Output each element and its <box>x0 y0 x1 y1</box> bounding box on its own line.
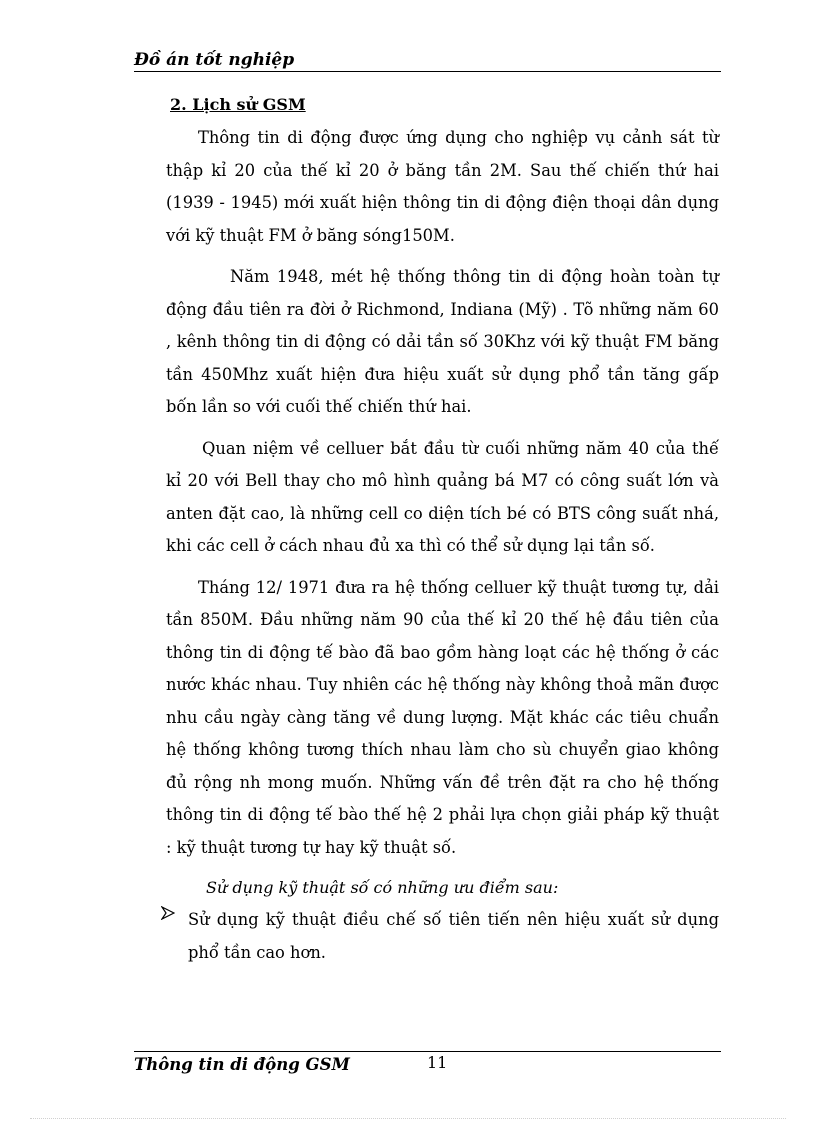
advantages-intro: Sử dụng kỹ thuật số có những ưu điểm sau: <box>206 878 559 897</box>
page-edge-dots <box>30 1118 786 1119</box>
section-heading: 2. Lịch sử GSM <box>170 95 306 114</box>
paragraph-1: Thông tin di động được ứng dụng cho nghiệp vụ cảnh sát từ thập kỉ 20 của thế kỉ 20 ở băng tần 2M. Sau thế chiến thứ hai (1939 - 1945) mới xuất hiện thông tin di động điện thoại dân dụng với kỹ thuật FM ở băng sóng150M. <box>166 128 719 245</box>
advantage-item-1: Sử dụng kỹ thuật điều chế số tiên tiến nên hiệu xuất sử dụng phổ tần cao hơn. <box>188 910 719 962</box>
paragraph-2: Năm 1948, mét hệ thống thông tin di động hoàn toàn tự động đầu tiên ra đời ở Richmond, Indiana (Mỹ) . Tõ những năm 60 , kênh thông tin di động có dải tần số 30Khz với kỹ thuật FM băng tần 450Mhz xuất hiện đưa hiệu xuất sử dụng phổ tần tăng gấp bốn lần so với cuối thế chiến thứ hai. <box>166 267 719 416</box>
header-divider <box>134 71 721 72</box>
paragraph-3: Quan niệm về celluer bắt đầu từ cuối những năm 40 của thế kỉ 20 với Bell thay cho mô hình quảng bá M7 có công suất lớn và anten đặt cao, là những cell co diện tích bé có BTS công suất nhá, khi các cell ở cách nhau đủ xa thì có thể sử dụng lại tần số. <box>166 438 719 555</box>
footer-divider <box>134 1051 721 1052</box>
header-title: Đồ án tốt nghiệp <box>134 50 295 70</box>
list-item <box>166 904 719 969</box>
page-number: 11 <box>427 1053 448 1072</box>
arrowhead-bullet-icon <box>161 906 177 924</box>
page-content <box>166 92 719 969</box>
paragraph-4: Tháng 12/ 1971 đưa ra hệ thống celluer kỹ thuật tương tự, dải tần 850M. Đầu những năm 90 của thế kỉ 20 thế hệ đầu tiên của thông tin di động tế bào đã bao gồm hàng loạt các hệ thống ở các nước khác nhau. Tuy nhiên các hệ thống này không thoả mãn được nhu cầu ngày càng tăng về dung lượng. Mặt khác các tiêu chuẩn hệ thống không tương thích nhau làm cho sù chuyển giao không đủ rộng nh mong muốn. Những vấn đề trên đặt ra cho hệ thống thông tin di động tế bào thế hệ 2 phải lựa chọn giải pháp kỹ thuật : kỹ thuật tương tự hay kỹ thuật số. <box>166 577 719 857</box>
footer-title: Thông tin di động GSM <box>134 1055 350 1074</box>
